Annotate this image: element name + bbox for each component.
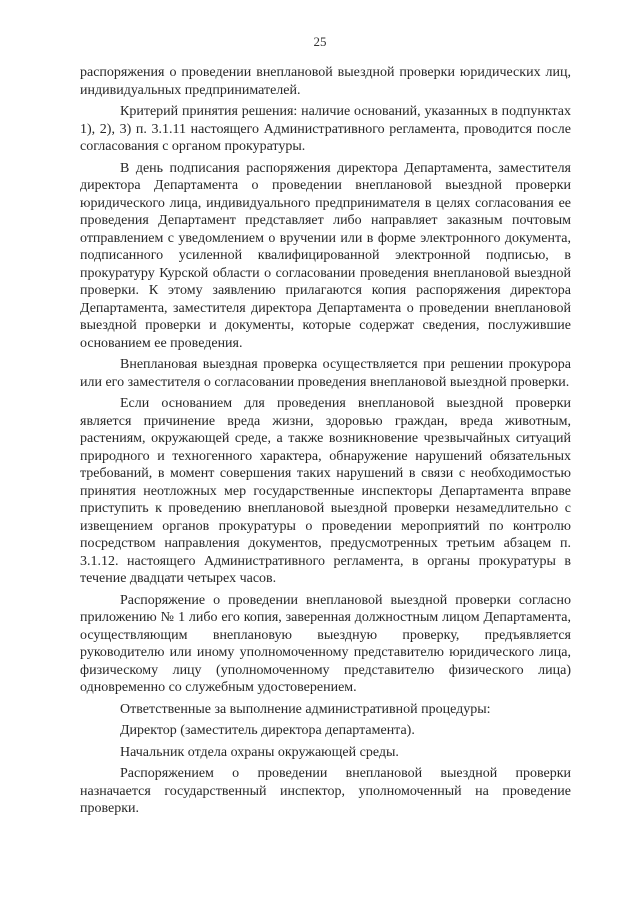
paragraph-inspector-appointment: Распоряжением о проведении внеплановой выездной проверки назначается государственный инспектор, уполномоченный на проведение проверки. — [80, 766, 571, 816]
paragraph-inspection-conduct: Внеплановая выездная проверка осуществляется при решении прокурора или его заместителя о согласовании проведения внеплановой выездной проверки. — [80, 357, 571, 390]
paragraph-approval-procedure: В день подписания распоряжения директора Департамента, заместителя директора Департамента о проведении внеплановой выездной проверки юридического лица, индивидуального предпринимателя в целях согласования ее проведения Департамент представляет либо направляет заказным почтовым отправлением с уведомлением о вручении или в форме электронного документа, подписанного усиленной квалифицированной электронной подписью, в прокуратуру Курской области о согласовании проведения внеплановой выездной проверки. К этому заявлению прилагаются копия распоряжения директора Департамента, заместителя директора Департамента о проведении внеплановой выездной проверки и документы, которые содержат сведения, послужившие основанием ее проведения. — [80, 160, 571, 351]
paragraph-order-presentation: Распоряжение о проведении внеплановой выездной проверки согласно приложению № 1 либо его копия, заверенная должностным лицом Департамента, осуществляющим внеплановую выездную проверку, предъявляется руководителю или иному уполномоченному представителю юридического лица, физическому лицу (уполномоченному представителю физического лица) одновременно со служебным удостоверением. — [80, 592, 571, 695]
paragraph-decision-criterion: Критерий принятия решения: наличие оснований, указанных в подпунктах 1), 2), 3) п. 3.1.11 настоящего Административного регламента, проводится после согласования с органом прокуратуры. — [80, 104, 571, 154]
page-number: 25 — [313, 34, 327, 49]
document-body — [80, 64, 571, 822]
paragraph-urgent-inspection: Если основанием для проведения внеплановой выездной проверки является причинение вреда жизни, здоровью граждан, вреда животным, растениям, окружающей среде, а также возникновение чрезвычайных ситуаций природного и техногенного характера, обнаружение нарушений обязательных требований, в момент совершения таких нарушений в связи с необходимостью принятия неотложных мер государственные инспекторы Департамента вправе приступить к проведению внеплановой выездной проверки незамедлительно с извещением органов прокуратуры о проведении мероприятий по контролю посредством направления документов, предусмотренных третьим абзацем п. 3.1.12. настоящего Административного регламента, в органы прокуратуры в течение двадцати четырех часов. — [80, 396, 571, 586]
paragraph-continuation: распоряжения о проведении внеплановой выездной проверки юридических лиц, индивидуальных предпринимателей. — [80, 65, 571, 98]
paragraph-responsible-head: Начальник отдела охраны окружающей среды. — [120, 744, 399, 760]
paragraph-responsible-heading: Ответственные за выполнение административной процедуры: — [120, 701, 491, 717]
paragraph-responsible-director: Директор (заместитель директора департамента). — [120, 723, 415, 738]
